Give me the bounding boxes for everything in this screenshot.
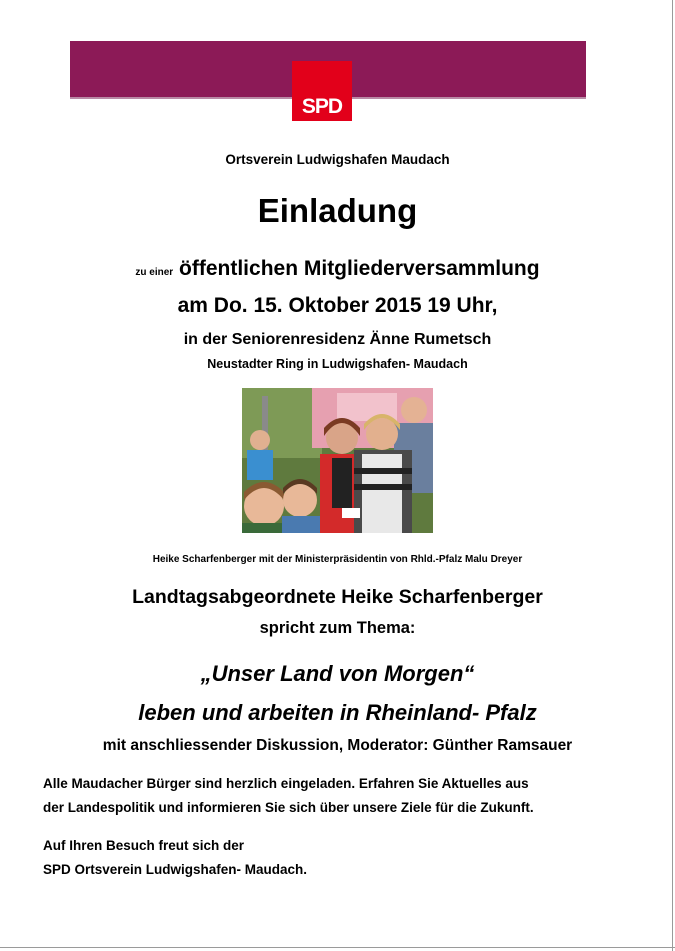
subtitle-prefix: zu einer — [135, 267, 174, 278]
speaks-line: spricht zum Thema: — [259, 619, 416, 637]
body-line-1: Alle Maudacher Bürger sind herzlich eingeladen. Erfahren Sie Aktuelles aus — [43, 776, 529, 791]
photo-illustration — [242, 388, 433, 533]
discussion-line: mit anschliessender Diskussion, Moderator: Günther Ramsauer — [102, 737, 573, 754]
speaker-line: Landtagsabgeordnete Heike Scharfenberger — [132, 586, 543, 608]
org-line: Ortsverein Ludwigshafen Maudach — [225, 152, 450, 167]
spd-logo — [292, 61, 352, 121]
closing-line-2: SPD Ortsverein Ludwigshafen- Maudach. — [43, 862, 308, 877]
event-photo — [242, 388, 433, 533]
page-border-bottom — [0, 947, 675, 948]
page-border-right — [672, 0, 673, 951]
page-title: Einladung — [257, 192, 418, 229]
photo-caption: Heike Scharfenberger mit der Ministerpräsidentin von Rhld.-Pfalz Malu Dreyer — [152, 554, 523, 565]
topic-line-2: leben und arbeiten in Rheinland- Pfalz — [138, 700, 537, 725]
subtitle-main: öffentlichen Mitgliederversammlung — [179, 257, 540, 280]
venue-line: in der Seniorenresidenz Änne Rumetsch — [183, 331, 492, 348]
address-line: Neustadter Ring in Ludwigshafen- Maudach — [207, 357, 468, 371]
logo-text: SPD — [301, 95, 343, 118]
subtitle — [0, 257, 675, 281]
body-line-2: der Landespolitik und informieren Sie sich über unsere Ziele für die Zukunft. — [43, 800, 534, 815]
closing-line-1: Auf Ihren Besuch freut sich der — [43, 838, 245, 853]
topic-line-1: „Unser Land von Morgen“ — [200, 661, 475, 686]
date-line: am Do. 15. Oktober 2015 19 Uhr, — [177, 294, 498, 317]
